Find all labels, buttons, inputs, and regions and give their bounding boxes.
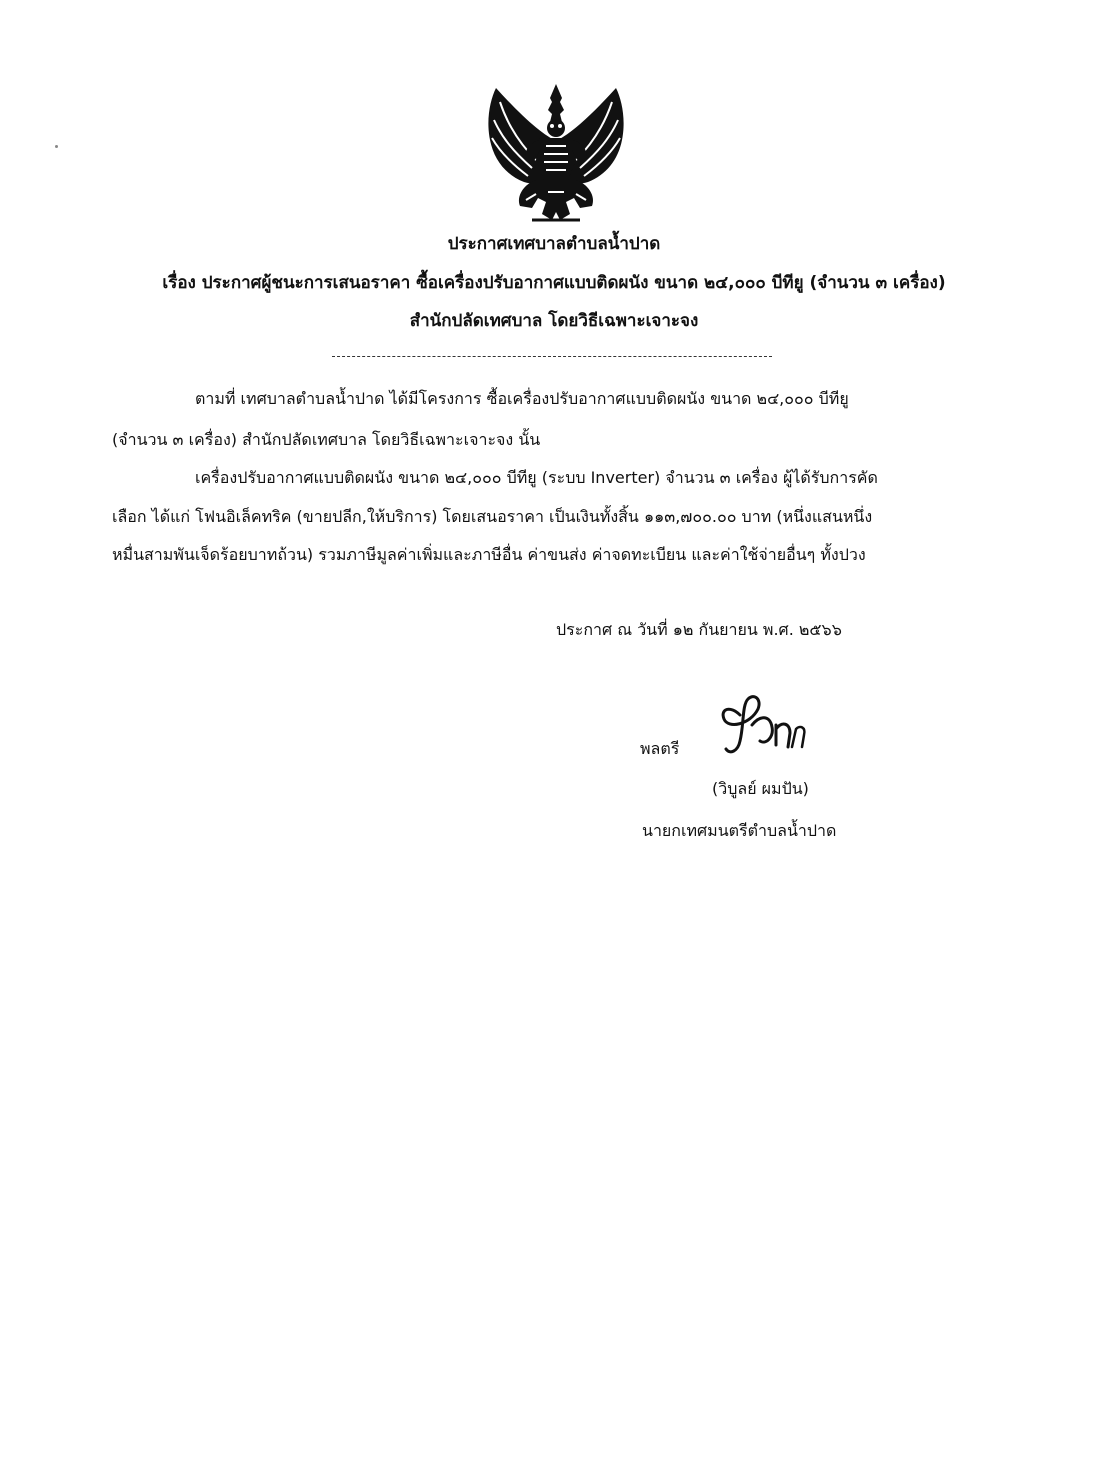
handwritten-signature-icon: [700, 685, 820, 765]
paragraph-1-line-2: (จำนวน ๓ เครื่อง) สำนักปลัดเทศบาล โดยวิธีเฉพาะเจาะจง นั้น: [112, 430, 541, 449]
paragraph-2-line-1: เครื่องปรับอากาศแบบติดผนัง ขนาด ๒๔,๐๐๐ บีทียู (ระบบ Inverter) จำนวน ๓ เครื่อง ผู้ได้รับการคัด: [195, 468, 878, 487]
announcement-department: สำนักปลัดเทศบาล โดยวิธีเฉพาะเจาะจง: [409, 311, 699, 331]
paragraph-2-line-3: หมื่นสามพันเจ็ดร้อยบาทถ้วน) รวมภาษีมูลค่าเพิ่มและภาษีอื่น ค่าขนส่ง ค่าจดทะเบียน และค่าใช้จ่ายอื่นๆ ทั้งปวง: [112, 545, 866, 564]
signer-rank: พลตรี: [640, 739, 680, 758]
signer-name: (วิบูลย์ ผมปัน): [712, 779, 809, 798]
signer-position: นายกเทศมนตรีตำบลน้ำปาด: [642, 821, 837, 840]
announcement-date: ประกาศ ณ วันที่ ๑๒ กันยายน พ.ศ. ๒๕๖๖: [556, 620, 842, 639]
divider-rule: [332, 356, 772, 357]
scan-speck: [55, 145, 58, 148]
paragraph-1-line-1: ตามที่ เทศบาลตำบลน้ำปาด ได้มีโครงการ ซื้อเครื่องปรับอากาศแบบติดผนัง ขนาด ๒๔,๐๐๐ บีทียู: [195, 389, 849, 408]
garuda-emblem-icon: [476, 80, 636, 230]
announcement-title: ประกาศเทศบาลตำบลน้ำปาด: [447, 234, 661, 254]
announcement-subject: เรื่อง ประกาศผู้ชนะการเสนอราคา ซื้อเครื่องปรับอากาศแบบติดผนัง ขนาด ๒๔,๐๐๐ บีทียู (จำนวน ๓ เครื่อง): [162, 273, 946, 293]
paragraph-2-line-2: เลือก ได้แก่ โฟนอิเล็คทริค (ขายปลีก,ให้บริการ) โดยเสนอราคา เป็นเงินทั้งสิ้น ๑๑๓,๗๐๐.๐๐ บาท (หนึ่งแสนหนึ่ง: [112, 507, 873, 526]
